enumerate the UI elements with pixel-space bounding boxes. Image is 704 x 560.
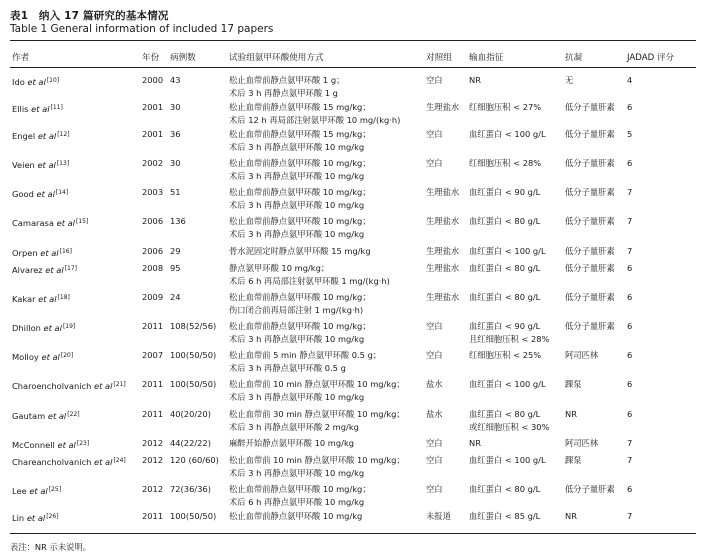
control-cell: 空白 — [426, 484, 443, 494]
header-year: 年份 — [142, 53, 160, 63]
author-cell — [12, 157, 69, 172]
indication-line: 血红蛋白 < 85 g/L — [469, 511, 541, 521]
method-line: 骨水泥固定时静点氨甲环酸 15 mg/kg — [229, 246, 371, 256]
method-line: 松止血带前静点氨甲环酸 10 mg/kg； — [229, 292, 371, 302]
reference-number: [16] — [59, 248, 72, 255]
et-al: et al — [54, 440, 76, 450]
anticoag-cell: 阿司匹林 — [565, 438, 599, 448]
indication-line: 血红蛋白 < 100 g/L — [469, 379, 546, 389]
method-line: 术后 3 h 再静点氨甲环酸 10 mg/kg — [229, 468, 365, 478]
anticoag-cell: 低分子量肝素 — [565, 484, 615, 494]
et-al: et al — [42, 265, 64, 275]
cases-cell: 36 — [170, 129, 181, 139]
table-title-cn: 表1 纳入 17 篇研究的基本情况 — [10, 10, 169, 22]
control-cell: 空白 — [426, 129, 443, 139]
indication-line: 红细胞压积 < 27% — [469, 102, 542, 112]
method-line: 术后 6 h 再局部注射氨甲环酸 1 mg/(kg·h) — [229, 276, 390, 286]
et-al: et al — [37, 248, 59, 258]
cases-cell: 30 — [170, 102, 181, 112]
method-line: 伤口闭合前再局部注射 1 mg/(kg·h) — [229, 305, 364, 315]
indication-line: 且红细胞压积 < 28% — [469, 334, 550, 344]
reference-number: [22] — [67, 411, 80, 418]
anticoag-cell: 低分子量肝素 — [565, 129, 615, 139]
jadad-cell: 6 — [627, 102, 633, 112]
reference-number: [17] — [64, 265, 78, 272]
author-name: Ellis — [12, 104, 29, 114]
jadad-cell: 7 — [627, 438, 633, 448]
author-cell — [12, 262, 77, 277]
author-name: Orpen — [12, 248, 38, 258]
year-cell: 2011 — [142, 511, 164, 521]
cases-cell: 100(50/50) — [170, 511, 217, 521]
jadad-cell: 6 — [627, 321, 633, 331]
jadad-cell: 7 — [627, 216, 633, 226]
method-line: 术后 3 h 再静点氨甲环酸 10 mg/kg — [229, 334, 365, 344]
reference-number: [21] — [113, 381, 126, 388]
indication-line: 或红细胞压积 < 30% — [469, 422, 550, 432]
anticoag-cell: 阿司匹林 — [565, 350, 599, 360]
author-cell — [12, 215, 88, 230]
reference-number: [14] — [55, 189, 69, 196]
control-cell: 盐水 — [426, 379, 443, 389]
year-cell: 2002 — [142, 158, 164, 168]
author-cell — [12, 320, 75, 335]
anticoag-cell: NR — [565, 511, 577, 521]
method-line: 术后 12 h 再局部注射氨甲环酸 10 mg/(kg·h) — [229, 115, 401, 125]
year-cell: 2000 — [142, 75, 164, 85]
author-name: Kakar — [12, 294, 36, 304]
indication-line: 血红蛋白 < 100 g/L — [469, 455, 546, 465]
et-al: et al — [53, 218, 75, 228]
bottom-rule — [10, 533, 696, 534]
indication-line: 血红蛋白 < 90 g/L — [469, 187, 541, 197]
year-cell: 2011 — [142, 409, 164, 419]
cases-cell: 72(36/36) — [170, 484, 211, 494]
indication-line: 血红蛋白 < 100 g/L — [469, 246, 546, 256]
anticoag-cell: 低分子量肝素 — [565, 246, 615, 256]
et-al: et al — [24, 77, 46, 87]
reference-number: [25] — [48, 486, 62, 493]
year-cell: 2011 — [142, 379, 164, 389]
author-name: Engel — [12, 131, 36, 141]
control-cell: 空白 — [426, 158, 443, 168]
et-al: et al — [24, 513, 46, 523]
control-cell: 空白 — [426, 455, 443, 465]
method-line: 术后 3 h 再静点氨甲环酸 0.5 g — [229, 363, 346, 373]
author-name: McConnell — [12, 440, 55, 450]
method-line: 松止血带前 30 min 静点氨甲环酸 10 mg/kg； — [229, 409, 405, 419]
et-al: et al — [38, 352, 60, 362]
jadad-cell: 7 — [627, 455, 633, 465]
reference-number: [26] — [46, 513, 59, 520]
header-control: 对照组 — [426, 53, 452, 63]
cases-cell: 108(52/56) — [170, 321, 217, 331]
indication-line: 血红蛋白 < 80 g/L — [469, 409, 541, 419]
et-al: et al — [91, 457, 113, 467]
indication-line: 血红蛋白 < 80 g/L — [469, 216, 541, 226]
author-cell — [12, 74, 59, 89]
author-name: Ido — [12, 77, 25, 87]
cases-cell: 30 — [170, 158, 181, 168]
top-rule — [10, 40, 696, 41]
author-name: Gautam — [12, 411, 46, 421]
cases-cell: 136 — [170, 216, 186, 226]
author-name: Dhillon — [12, 323, 41, 333]
indication-line: 血红蛋白 < 80 g/L — [469, 484, 541, 494]
control-cell: 生理盐水 — [426, 263, 460, 273]
anticoag-cell: 低分子量肝素 — [565, 321, 615, 331]
control-cell: 盐水 — [426, 409, 443, 419]
reference-number: [23] — [76, 440, 90, 447]
control-cell: 空白 — [426, 75, 443, 85]
header-rule — [10, 67, 696, 68]
method-line: 松止血带前静点氨甲环酸 10 mg/kg — [229, 511, 363, 521]
jadad-cell: 7 — [627, 511, 633, 521]
method-line: 术后 3 h 再静点氨甲环酸 10 mg/kg — [229, 142, 365, 152]
et-al: et al — [33, 189, 55, 199]
control-cell: 生理盐水 — [426, 187, 460, 197]
cases-cell: 40(20/20) — [170, 409, 211, 419]
jadad-cell: 7 — [627, 187, 633, 197]
reference-number: [24] — [113, 457, 126, 464]
jadad-cell: 7 — [627, 246, 633, 256]
author-cell — [12, 483, 61, 498]
et-al: et al — [91, 381, 113, 391]
method-line: 松止血带前静点氨甲环酸 15 mg/kg； — [229, 129, 371, 139]
author-name: Lin — [12, 513, 25, 523]
author-cell — [12, 186, 68, 201]
control-cell: 未报道 — [426, 511, 451, 521]
et-al: et al — [35, 294, 57, 304]
author-name: Chareancholvanich — [12, 457, 92, 467]
header-cases: 病例数 — [170, 53, 196, 63]
method-line: 麻醉开始静点氨甲环酸 10 mg/kg — [229, 438, 355, 448]
author-name: Camarasa — [12, 218, 54, 228]
anticoag-cell: 低分子量肝素 — [565, 102, 615, 112]
anticoag-cell: 无 — [565, 75, 574, 85]
indication-line: NR — [469, 438, 481, 448]
method-line: 松止血带前静点氨甲环酸 15 mg/kg； — [229, 102, 371, 112]
year-cell: 2006 — [142, 216, 164, 226]
control-cell: 生理盐水 — [426, 216, 460, 226]
author-cell — [12, 245, 72, 260]
method-line: 松止血带前 5 min 静点氨甲环酸 0.5 g； — [229, 350, 382, 360]
et-al: et al — [28, 104, 50, 114]
author-name: Charoencholvanich — [12, 381, 92, 391]
et-al: et al — [26, 486, 48, 496]
year-cell: 2007 — [142, 350, 164, 360]
reference-number: [19] — [62, 323, 76, 330]
cases-cell: 100(50/50) — [170, 379, 217, 389]
method-line: 术后 3 h 再静点氨甲环酸 10 mg/kg — [229, 171, 365, 181]
cases-cell: 29 — [170, 246, 181, 256]
method-line: 术后 3 h 再静点氨甲环酸 2 mg/kg — [229, 422, 359, 432]
header-anticoag: 抗凝 — [565, 53, 583, 63]
jadad-cell: 6 — [627, 263, 633, 273]
method-line: 松止血带前静点氨甲环酸 10 mg/kg； — [229, 321, 371, 331]
year-cell: 2012 — [142, 484, 164, 494]
reference-number: [15] — [75, 218, 89, 225]
method-line: 静点氨甲环酸 10 mg/kg； — [229, 263, 330, 273]
anticoag-cell: 踝泵 — [565, 379, 582, 389]
author-name: Lee — [12, 486, 27, 496]
indication-line: 红细胞压积 < 28% — [469, 158, 542, 168]
jadad-cell: 6 — [627, 158, 633, 168]
et-al: et al — [45, 411, 67, 421]
table-title-en: Table 1 General information of included 17 papers — [10, 23, 274, 35]
anticoag-cell: 低分子量肝素 — [565, 216, 615, 226]
year-cell: 2012 — [142, 438, 164, 448]
anticoag-cell: 低分子量肝素 — [565, 158, 615, 168]
author-name: Alvarez — [12, 265, 43, 275]
cases-cell: 44(22/22) — [170, 438, 211, 448]
author-cell — [12, 349, 73, 364]
cases-cell: 24 — [170, 292, 181, 302]
anticoag-cell: 低分子量肝素 — [565, 263, 615, 273]
table-footnote: 表注：NR 示未说明。 — [10, 542, 91, 552]
author-cell — [12, 128, 70, 143]
author-cell — [12, 291, 70, 306]
reference-number: [20] — [60, 352, 74, 359]
author-cell — [12, 510, 59, 525]
cases-cell: 43 — [170, 75, 181, 85]
cases-cell: 51 — [170, 187, 181, 197]
cases-cell: 120 (60/60) — [170, 455, 219, 465]
reference-number: [18] — [57, 294, 70, 301]
jadad-cell: 5 — [627, 129, 633, 139]
jadad-cell: 6 — [627, 292, 633, 302]
method-line: 术后 3 h 再静点氨甲环酸 10 mg/kg — [229, 392, 365, 402]
control-cell: 空白 — [426, 438, 443, 448]
method-line: 松止血带前 10 min 静点氨甲环酸 10 mg/kg； — [229, 455, 405, 465]
author-cell — [12, 408, 80, 423]
header-method: 试验组氨甲环酸使用方式 — [229, 53, 324, 63]
year-cell: 2001 — [142, 129, 164, 139]
control-cell: 生理盐水 — [426, 102, 460, 112]
year-cell: 2001 — [142, 102, 164, 112]
header-author: 作者 — [12, 53, 30, 63]
indication-line: NR — [469, 75, 481, 85]
method-line: 术后 3 h 再静点氨甲环酸 1 g — [229, 88, 338, 98]
reference-number: [12] — [57, 131, 70, 138]
author-cell — [12, 378, 126, 393]
control-cell: 生理盐水 — [426, 246, 460, 256]
year-cell: 2003 — [142, 187, 164, 197]
et-al: et al — [40, 323, 62, 333]
indication-line: 血红蛋白 < 80 g/L — [469, 292, 541, 302]
year-cell: 2006 — [142, 246, 164, 256]
jadad-cell: 6 — [627, 409, 633, 419]
et-al: et al — [35, 131, 57, 141]
author-cell — [12, 437, 89, 452]
author-name: Veien — [12, 160, 35, 170]
anticoag-cell: 低分子量肝素 — [565, 292, 615, 302]
jadad-cell: 6 — [627, 350, 633, 360]
method-line: 松止血带前 10 min 静点氨甲环酸 10 mg/kg； — [229, 379, 405, 389]
reference-number: [13] — [56, 160, 70, 167]
jadad-cell: 6 — [627, 484, 633, 494]
author-name: Good — [12, 189, 34, 199]
author-name: Molloy — [12, 352, 39, 362]
method-line: 术后 3 h 再静点氨甲环酸 10 mg/kg — [229, 229, 365, 239]
method-line: 松止血带前静点氨甲环酸 10 mg/kg； — [229, 484, 371, 494]
anticoag-cell: NR — [565, 409, 577, 419]
year-cell: 2009 — [142, 292, 164, 302]
control-cell: 生理盐水 — [426, 292, 460, 302]
method-line: 术后 6 h 再静点氨甲环酸 10 mg/kg — [229, 497, 365, 507]
jadad-cell: 4 — [627, 75, 633, 85]
cases-cell: 95 — [170, 263, 181, 273]
author-cell — [12, 454, 126, 469]
header-jadad: JADAD 评分 — [627, 53, 675, 63]
cases-cell: 100(50/50) — [170, 350, 217, 360]
reference-number: [11] — [50, 104, 63, 111]
method-line: 松止血带前静点氨甲环酸 1 g； — [229, 75, 345, 85]
year-cell: 2012 — [142, 455, 164, 465]
control-cell: 空白 — [426, 350, 443, 360]
jadad-cell: 6 — [627, 379, 633, 389]
anticoag-cell: 低分子量肝素 — [565, 187, 615, 197]
indication-line: 血红蛋白 < 100 g/L — [469, 129, 546, 139]
year-cell: 2011 — [142, 321, 164, 331]
indication-line: 红细胞压积 < 25% — [469, 350, 542, 360]
author-cell — [12, 101, 63, 116]
et-al: et al — [34, 160, 56, 170]
method-line: 术后 3 h 再静点氨甲环酸 10 mg/kg — [229, 200, 365, 210]
indication-line: 血红蛋白 < 80 g/L — [469, 263, 541, 273]
indication-line: 血红蛋白 < 90 g/L — [469, 321, 541, 331]
header-indication: 输血指征 — [469, 53, 504, 63]
reference-number: [10] — [46, 77, 60, 84]
method-line: 松止血带前静点氨甲环酸 10 mg/kg； — [229, 187, 371, 197]
method-line: 松止血带前静点氨甲环酸 10 mg/kg； — [229, 216, 371, 226]
control-cell: 空白 — [426, 321, 443, 331]
anticoag-cell: 踝泵 — [565, 455, 582, 465]
method-line: 松止血带前静点氨甲环酸 10 mg/kg； — [229, 158, 371, 168]
year-cell: 2008 — [142, 263, 164, 273]
